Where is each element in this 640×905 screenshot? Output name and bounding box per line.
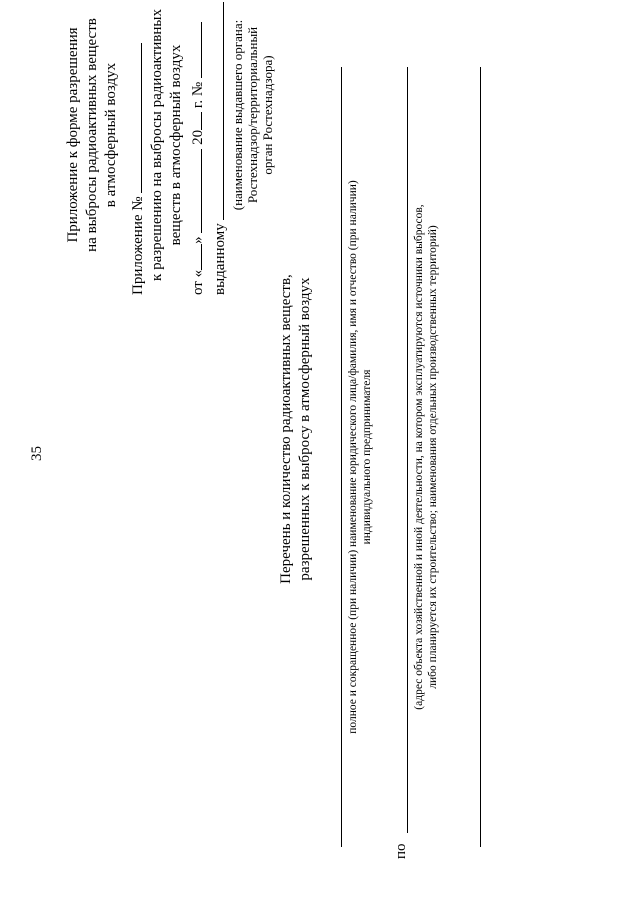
appendix-heading-line2: на выбросы радиоактивных веществ (84, 18, 100, 252)
issuer-note-line1: (наименование выдавшего органа: (230, 19, 245, 211)
issuer-note (230, 0, 275, 295)
issuer-blank (208, 2, 224, 220)
appendix-heading (64, 5, 121, 265)
appendix-number-blank (126, 43, 142, 193)
address-caption-line2: либо планируется их строительство; наименования отдельных производственных территорий) (427, 225, 439, 689)
entity-caption-line2: индивидуального предпринимателя (361, 369, 373, 545)
year-blank (186, 112, 202, 130)
appendix-heading-line1: Приложение к форме разрешения (65, 27, 81, 243)
issuer-note-line2: Ростехнадзор/территориальный (245, 26, 260, 204)
address-prefix: по (393, 843, 409, 859)
address-caption-line1: (адрес объекта хозяйственной и иной деятельности, на котором эксплуатируются источники выбросов, (413, 204, 425, 710)
appendix-block (126, 0, 275, 295)
to-permit-line1: к разрешению на выбросы радиоактивных (149, 9, 165, 281)
title-line2: разрешенных к выбросу в атмосферный воздух (297, 277, 313, 581)
day-blank (186, 244, 202, 270)
year-prefix: 20 (190, 129, 206, 145)
year-suffix: г. № (190, 81, 206, 109)
address-underline (407, 67, 408, 833)
entity-caption-line1: полное и сокращенное (при наличии) наименование юридического лица/фамилия, имя и отчество (при наличии) (347, 180, 359, 734)
page-number: 35 (29, 446, 45, 461)
issued-label: выданному (212, 223, 228, 295)
document-title (277, 249, 315, 609)
permit-number-blank (186, 22, 202, 78)
entity-underline (341, 67, 342, 847)
issuer-note-line3: орган Ростехнадзора) (260, 55, 275, 175)
entity-caption (346, 67, 374, 847)
date-line (186, 0, 208, 295)
from-prefix: от « (190, 269, 206, 295)
from-quote-close: » (190, 236, 206, 244)
appendix-heading-line3: в атмосферный воздух (103, 62, 119, 208)
issued-line (208, 0, 230, 295)
appendix-number-line (126, 0, 148, 295)
title-line1: Перечень и количество радиоактивных веществ, (278, 274, 294, 584)
to-permit-line2: веществ в атмосферный воздух (168, 44, 184, 246)
appendix-number-label: Приложение № (130, 196, 146, 295)
extra-underline (480, 67, 481, 847)
month-blank (186, 149, 202, 233)
address-caption (412, 67, 440, 847)
